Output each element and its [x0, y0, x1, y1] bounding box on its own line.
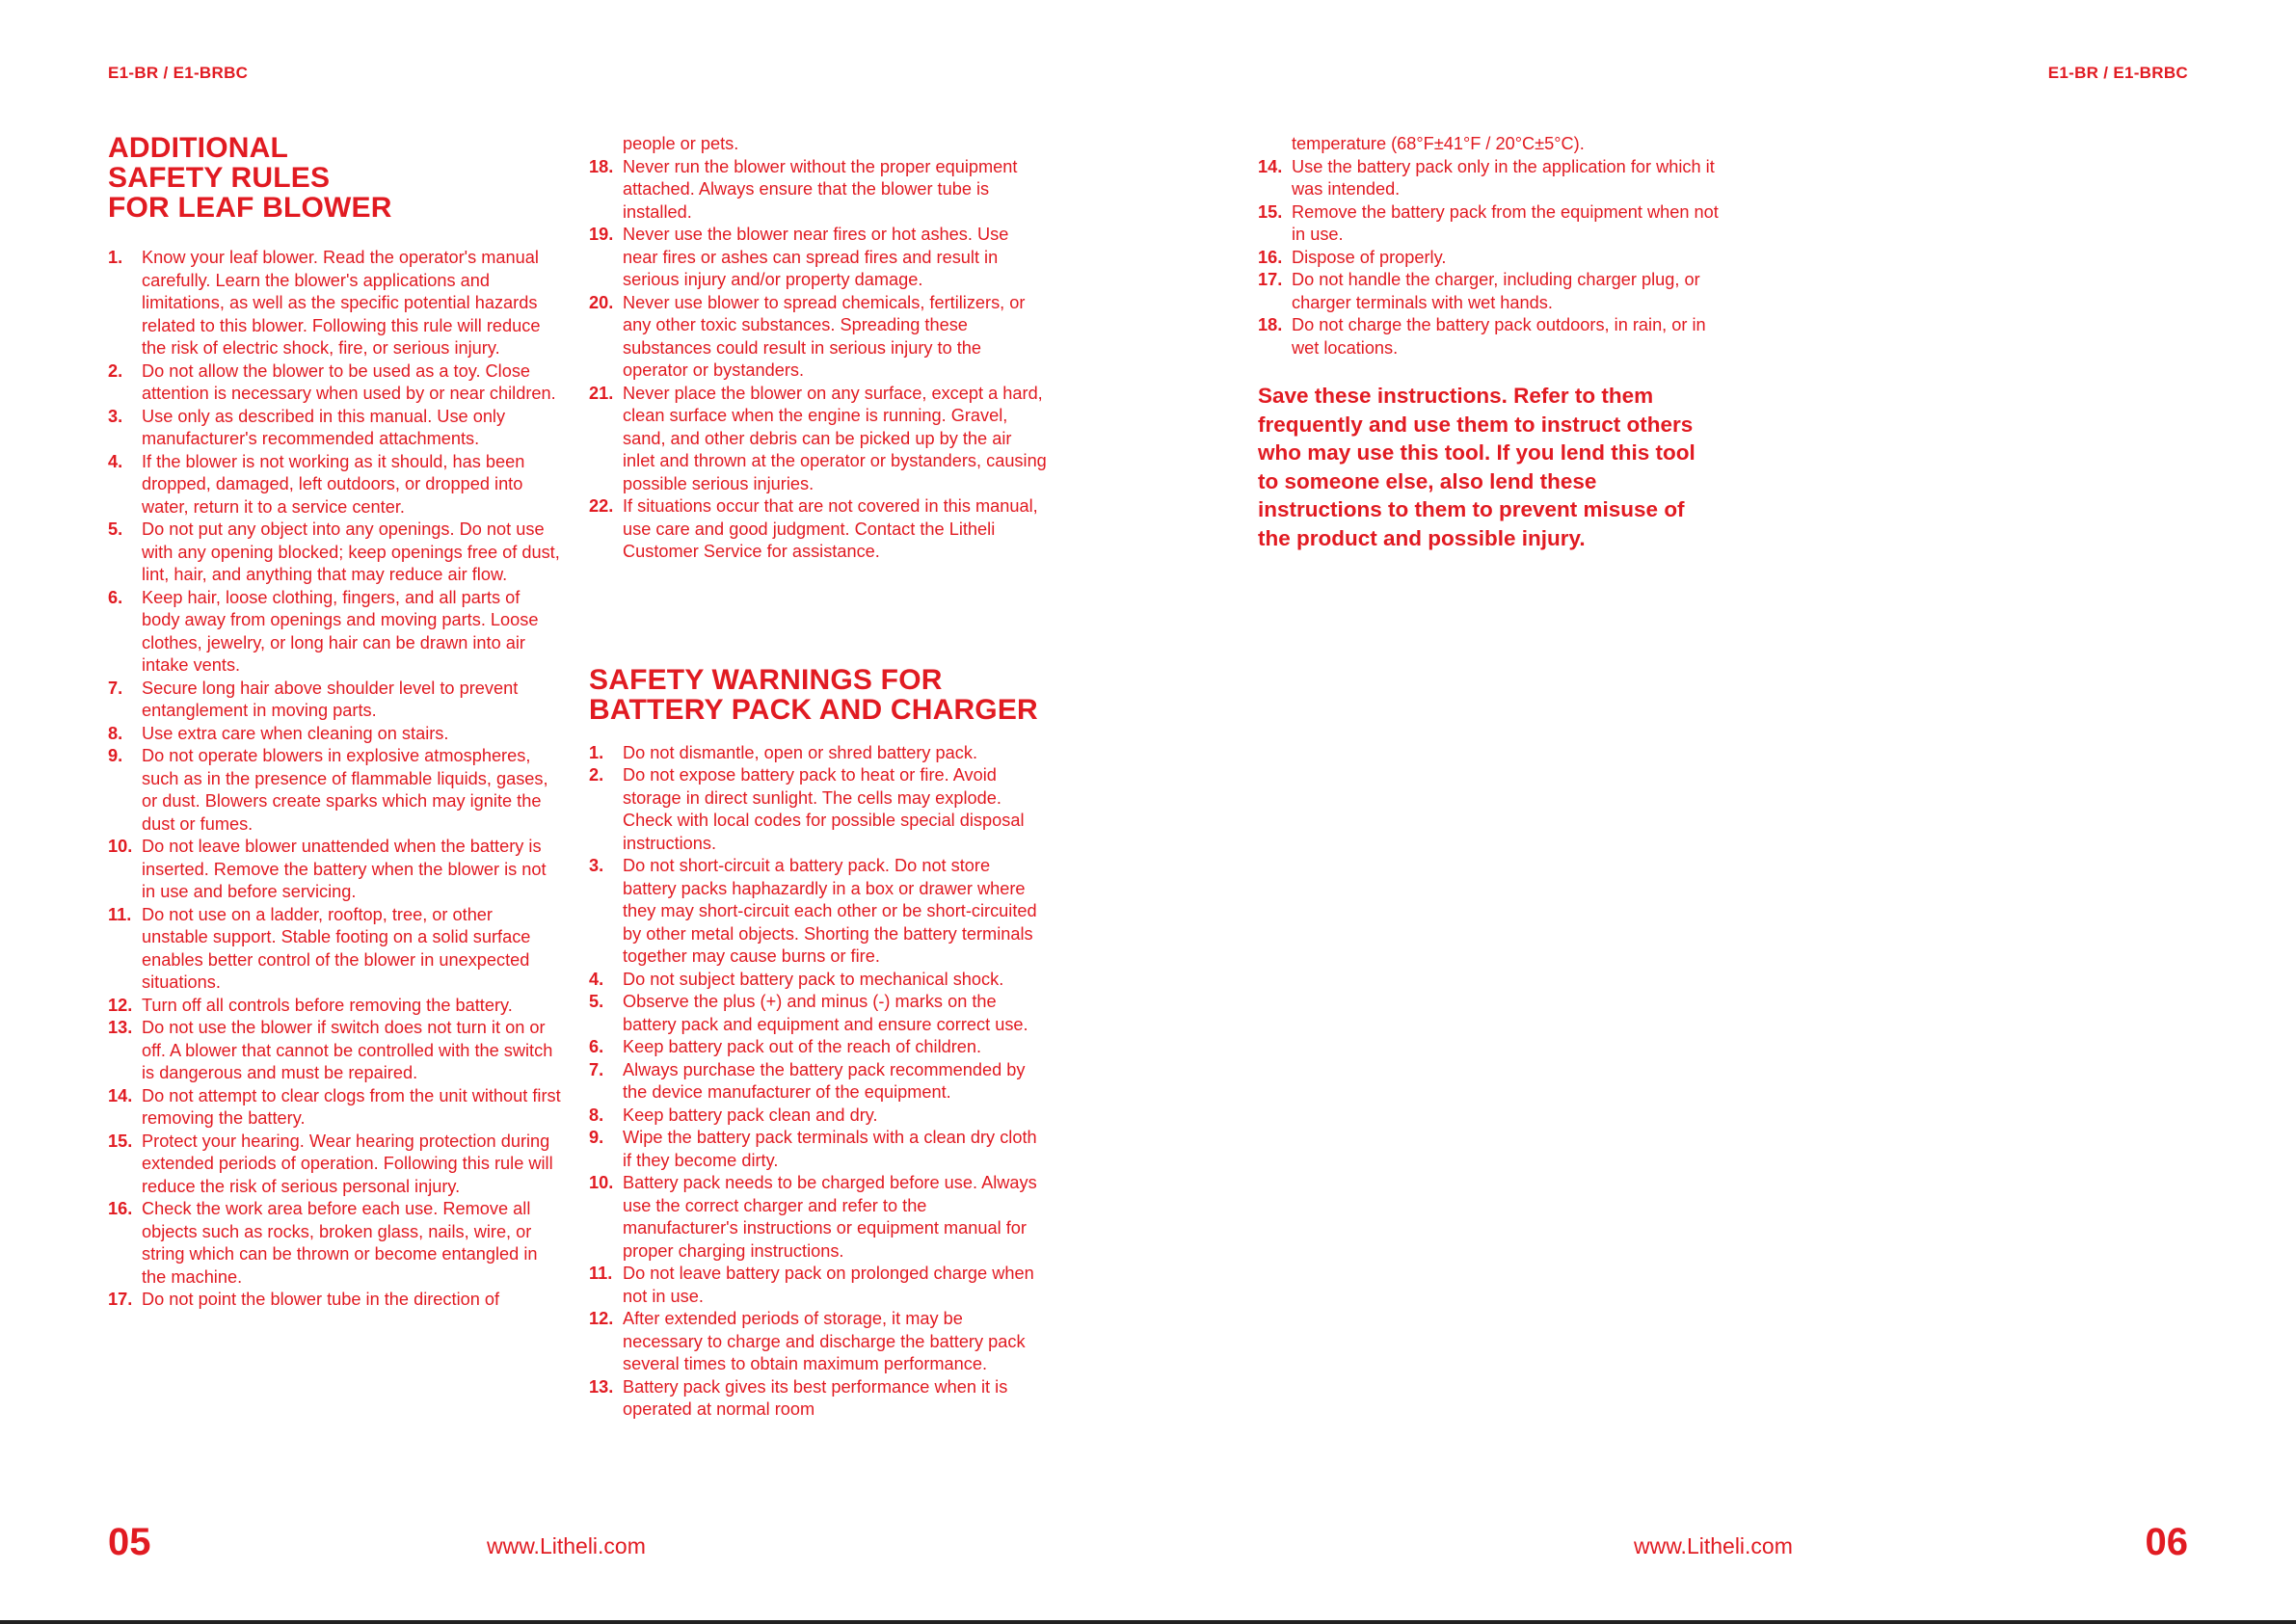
item-number: 12.	[108, 995, 133, 1015]
item-text: Dispose of properly.	[1292, 247, 1447, 267]
model-number-right: E1-BR / E1-BRBC	[2047, 64, 2188, 82]
page-number-left: 05	[108, 1521, 151, 1563]
list-item	[589, 292, 1047, 383]
item-text: Do not allow the blower to be used as a toy. Close attention is necessary when used by or near children.	[142, 360, 556, 403]
item-text: Never use blower to spread chemicals, fertilizers, or any other toxic substances. Spreading these substances could result in serious injury to the operator or bystanders.	[623, 292, 1026, 380]
list-item	[589, 1059, 1047, 1105]
list-item	[108, 723, 561, 746]
item-number: 5.	[108, 519, 123, 539]
item-number: 6.	[589, 1037, 604, 1056]
title-line: BATTERY PACK AND CHARGER	[589, 693, 1038, 726]
item-text: Secure long hair above shoulder level to prevent entanglement in moving parts.	[142, 678, 519, 720]
list-item	[108, 678, 561, 723]
title-line: SAFETY WARNINGS FOR	[589, 663, 943, 696]
list-item	[589, 969, 1047, 992]
battery-warnings-list	[589, 742, 1047, 1422]
item-text: Use only as described in this manual. Use only manufacturer's recommended attachments.	[142, 406, 506, 448]
item-text: Always purchase the battery pack recommended by the device manufacturer of the equipment.	[623, 1059, 1026, 1102]
item-text: Keep hair, loose clothing, fingers, and all parts of body away from openings and moving parts. Loose clothes, jewelry, or long hair can be drawn into air intake vents.	[142, 587, 539, 675]
item-text: If situations occur that are not covered in this manual, use care and good judgment. Contact the Litheli Customer Service for assistance.	[623, 496, 1038, 561]
list-item	[1258, 247, 1721, 270]
item-text: Never run the blower without the proper equipment attached. Always ensure that the blower tube is installed.	[623, 156, 1018, 222]
list-item	[108, 836, 561, 904]
item-number: 4.	[108, 451, 123, 471]
item-text: Do not point the blower tube in the direction of	[142, 1290, 500, 1309]
list-item	[589, 495, 1047, 564]
title-line: SAFETY RULES	[108, 162, 331, 194]
item-number: 19.	[589, 225, 614, 244]
item-number: 3.	[108, 406, 123, 426]
item-text: Do not put any object into any openings. Do not use with any opening blocked; keep openings free of dust, lint, hair, and anything that may reduce air flow.	[142, 519, 560, 584]
page-number-right: 06	[2145, 1521, 2188, 1563]
item-number: 16.	[1258, 247, 1283, 267]
continued-text: temperature (68°F±41°F / 20°C±5°C).	[1292, 134, 1585, 153]
list-item	[589, 1036, 1047, 1059]
item-number: 9.	[108, 746, 123, 765]
item-number: 12.	[589, 1309, 614, 1328]
item-number: 7.	[108, 678, 123, 698]
item-number: 11.	[589, 1264, 613, 1283]
item-text: Do not leave battery pack on prolonged charge when not in use.	[623, 1264, 1034, 1306]
item-number: 4.	[589, 969, 604, 989]
list-item	[589, 1127, 1047, 1172]
list-item	[589, 764, 1047, 855]
item-number: 8.	[589, 1105, 604, 1125]
bottom-rule	[0, 1620, 2296, 1624]
item-text: Do not operate blowers in explosive atmospheres, such as in the presence of flammable liquids, gases, or dust. Blowers create sparks which may ignite the dust or fumes.	[142, 746, 548, 834]
title-line: FOR LEAF BLOWER	[108, 192, 392, 224]
item-text: Do not dismantle, open or shred battery pack.	[623, 742, 977, 762]
list-item	[1258, 269, 1721, 314]
battery-warnings-list-continued	[1258, 156, 1721, 360]
item-text: Do not attempt to clear clogs from the unit without first removing the battery.	[142, 1085, 561, 1128]
item-text: Battery pack needs to be charged before use. Always use the correct charger and refer to the manufacturer's instructions or equipment manual for proper charging instructions.	[623, 1173, 1037, 1261]
model-number-left: E1-BR / E1-BRBC	[108, 64, 249, 82]
list-item	[108, 1085, 561, 1131]
item-number: 6.	[108, 587, 123, 607]
item-number: 14.	[108, 1085, 133, 1105]
list-item	[589, 224, 1047, 292]
item-text: Keep battery pack out of the reach of children.	[623, 1037, 982, 1056]
item-text: Do not leave blower unattended when the battery is inserted. Remove the battery when the blower is not in use and before servicing.	[142, 837, 547, 901]
list-item	[108, 406, 561, 451]
item-number: 11.	[108, 904, 132, 924]
item-text: Protect your hearing. Wear hearing protection during extended periods of operation. Following this rule will reduce the risk of serious personal injury.	[142, 1131, 553, 1196]
leaf-blower-rules-list	[108, 247, 561, 1312]
list-item	[589, 1376, 1047, 1422]
item-number: 14.	[1258, 156, 1283, 176]
column-1	[108, 133, 561, 1312]
item-number: 20.	[589, 292, 614, 312]
item-number: 21.	[589, 383, 614, 403]
list-item	[589, 1105, 1047, 1128]
item-number: 17.	[108, 1290, 133, 1309]
item-number: 18.	[1258, 315, 1283, 334]
list-item	[108, 587, 561, 678]
item-number: 18.	[589, 156, 614, 176]
item-number: 15.	[108, 1131, 133, 1151]
item-number: 9.	[589, 1128, 604, 1147]
item-text: Turn off all controls before removing the battery.	[142, 995, 513, 1015]
list-item	[108, 1131, 561, 1199]
item-number: 2.	[589, 765, 604, 785]
item-text: Do not subject battery pack to mechanical shock.	[623, 969, 1004, 989]
item-text: Use extra care when cleaning on stairs.	[142, 723, 449, 743]
item-text: Do not use the blower if switch does not turn it on or off. A blower that cannot be controlled with the switch is dangerous and must be repaired.	[142, 1018, 553, 1082]
website-link-right[interactable]: www.Litheli.com	[1634, 1533, 1793, 1558]
item-text: Do not charge the battery pack outdoors, in rain, or in wet locations.	[1292, 315, 1706, 358]
item-number: 8.	[108, 723, 123, 743]
column-2	[589, 133, 1047, 1422]
list-item	[108, 1017, 561, 1085]
item-number: 13.	[589, 1376, 614, 1397]
list-item	[1258, 201, 1721, 247]
item-number: 22.	[589, 496, 614, 516]
list-item	[589, 1263, 1047, 1308]
leaf-blower-rules-list-continued	[589, 156, 1047, 564]
item-text: Never place the blower on any surface, except a hard, clean surface when the engine is running. Gravel, sand, and other debris can be picked up by the air inlet and thrown at the operator or bystanders, causing possible serious injuries.	[623, 383, 1047, 493]
list-item	[108, 1289, 561, 1312]
item-number: 1.	[589, 742, 604, 762]
item-number: 13.	[108, 1018, 133, 1037]
item-text: Do not handle the charger, including charger plug, or charger terminals with wet hands.	[1292, 270, 1700, 312]
item-text: Remove the battery pack from the equipment when not in use.	[1292, 201, 1719, 244]
continued-text: people or pets.	[623, 134, 739, 153]
website-link-left[interactable]: www.Litheli.com	[487, 1533, 646, 1558]
save-instructions-note: Save these instructions. Refer to them frequently and use them to instruct others who may use this tool. If you lend this tool to someone else, also lend these instructions to them to prevent misuse of the product and possible injury.	[1258, 384, 1695, 550]
title-line: ADDITIONAL	[108, 132, 288, 164]
item-number: 10.	[589, 1173, 614, 1192]
item-text: Do not use on a ladder, rooftop, tree, or other unstable support. Stable footing on a solid surface enables better control of the blower in unexpected situations.	[142, 904, 531, 992]
list-item	[108, 995, 561, 1018]
item-text: Wipe the battery pack terminals with a clean dry cloth if they become dirty.	[623, 1128, 1037, 1170]
list-item	[589, 1308, 1047, 1376]
item-text: If the blower is not working as it should, has been dropped, damaged, left outdoors, or dropped into water, return it to a service center.	[142, 451, 525, 517]
list-item	[108, 904, 561, 995]
item-text: Know your leaf blower. Read the operator's manual carefully. Learn the blower's applications and limitations, as well as the specific potential hazards related to this blower. Following this rule will reduce the risk of electric shock, fire, or serious injury.	[142, 248, 541, 358]
item-text: Check the work area before each use. Remove all objects such as rocks, broken glass, nails, wire, or string which can be thrown or become entangled in the machine.	[142, 1199, 538, 1287]
item-number: 3.	[589, 856, 604, 875]
item-number: 5.	[589, 992, 604, 1011]
section-title-battery	[589, 665, 1047, 725]
column-3	[1258, 133, 1721, 552]
item-number: 16.	[108, 1199, 133, 1218]
list-item	[108, 360, 561, 406]
item-number: 1.	[108, 248, 123, 267]
list-item	[108, 745, 561, 836]
list-item	[108, 1198, 561, 1289]
item-text: Keep battery pack clean and dry.	[623, 1105, 878, 1125]
item-text: Never use the blower near fires or hot ashes. Use near fires or ashes can spread fires and result in serious injury and/or property damage.	[623, 225, 1009, 289]
item-number: 2.	[108, 360, 123, 381]
item-text: Battery pack gives its best performance when it is operated at normal room	[623, 1376, 1008, 1419]
list-item	[589, 1172, 1047, 1263]
item-number: 10.	[108, 837, 133, 856]
item-text: Use the battery pack only in the application for which it was intended.	[1292, 156, 1715, 199]
list-item	[108, 451, 561, 519]
item-number: 15.	[1258, 201, 1283, 222]
item-text: Do not expose battery pack to heat or fire. Avoid storage in direct sunlight. The cells may explode. Check with local codes for possible special disposal instructions.	[623, 765, 1025, 853]
item-text: Observe the plus (+) and minus (-) marks on the battery pack and equipment and ensure correct use.	[623, 992, 1028, 1034]
item-number: 7.	[589, 1059, 604, 1079]
list-item	[589, 156, 1047, 225]
item-text: After extended periods of storage, it may be necessary to charge and discharge the battery pack several times to obtain maximum performance.	[623, 1309, 1026, 1373]
list-item	[1258, 156, 1721, 201]
item-number: 17.	[1258, 270, 1283, 289]
list-item	[108, 247, 561, 360]
list-item	[108, 519, 561, 587]
list-item	[589, 855, 1047, 969]
section-title-leaf-blower	[108, 133, 561, 223]
item-text: Do not short-circuit a battery pack. Do not store battery packs haphazardly in a box or drawer where they may short-circuit each other or be short-circuited by other metal objects. Shorting the battery terminals together may cause burns or fire.	[623, 856, 1037, 966]
list-item	[589, 383, 1047, 496]
list-item	[589, 742, 1047, 765]
list-item	[589, 991, 1047, 1036]
list-item	[1258, 314, 1721, 359]
